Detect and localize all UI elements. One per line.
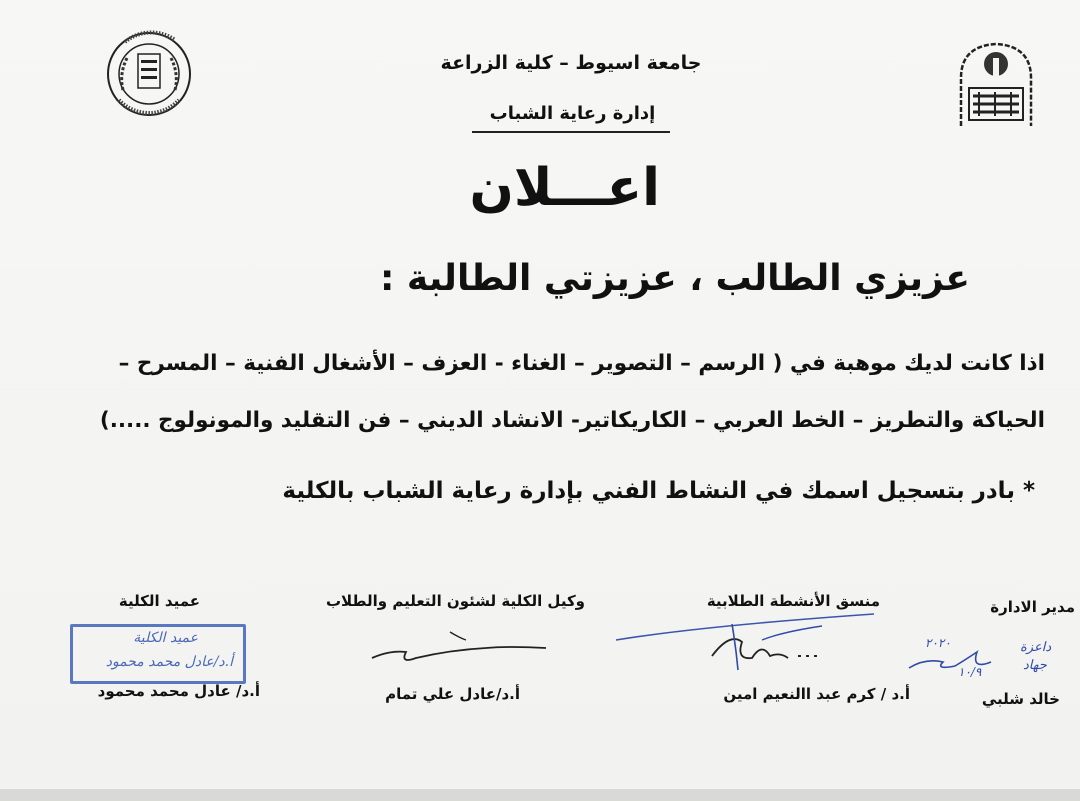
- department-name: إدارة رعاية الشباب: [489, 103, 656, 124]
- assiut-university-emblem-icon: [955, 38, 1037, 128]
- handwritten-note-1: داعزة: [1020, 640, 1052, 655]
- department-underline: [472, 131, 670, 133]
- vice-dean-signature: [370, 628, 550, 678]
- handwritten-date-1: ٢٠٢٠: [925, 636, 951, 650]
- activities-coordinator-signature: [612, 612, 882, 682]
- signature-name-dean: أ.د/ عادل محمد محمود: [97, 682, 260, 700]
- university-name: جامعة اسيوط – كلية الزراعة: [440, 52, 702, 74]
- page-title: اعـــلان: [469, 158, 660, 218]
- stamp-line-1: عميد الكلية: [133, 630, 198, 646]
- signature-title-admin-director: مدير الادارة: [990, 598, 1075, 616]
- admin-director-signature: [905, 640, 995, 680]
- signature-name-activities-coordinator: أ.د / كرم عبد االنعيم امين: [723, 685, 910, 703]
- handwritten-note-2: جهاد: [1023, 658, 1047, 673]
- body-line-1: اذا كانت لديك موهبة في ( الرسم – التصوير – الغناء - العزف – الأشغال الفنية – المسرح –: [118, 351, 1045, 376]
- signature-title-dean: عميد الكلية: [118, 592, 200, 610]
- handwritten-date-2: ١٠/٩: [958, 665, 982, 679]
- body-line-2: الحياكة والتطريز – الخط العربي – الكاريكاتير- الانشاد الديني – فن التقليد والمونولوج .....): [99, 408, 1045, 433]
- signature-name-vice-dean: أ.د/عادل علي تمام: [385, 685, 520, 703]
- greeting: عزيزي الطالب ، عزيزتي الطالبة :: [379, 258, 970, 299]
- signature-title-activities-coordinator: منسق الأنشطة الطلابية: [706, 592, 880, 610]
- page-bottom-edge: [0, 789, 1080, 801]
- stamp-line-2: أ.د/عادل محمد محمود: [105, 654, 233, 670]
- faculty-of-agriculture-seal-icon: [105, 30, 193, 118]
- signature-title-vice-dean: وكيل الكلية لشئون التعليم والطلاب: [325, 592, 585, 610]
- signature-name-admin-director: خالد شلبي: [981, 690, 1060, 708]
- call-to-action: * بادر بتسجيل اسمك في النشاط الفني بإدارة رعاية الشباب بالكلية: [282, 478, 1035, 504]
- dean-stamp: [70, 624, 246, 684]
